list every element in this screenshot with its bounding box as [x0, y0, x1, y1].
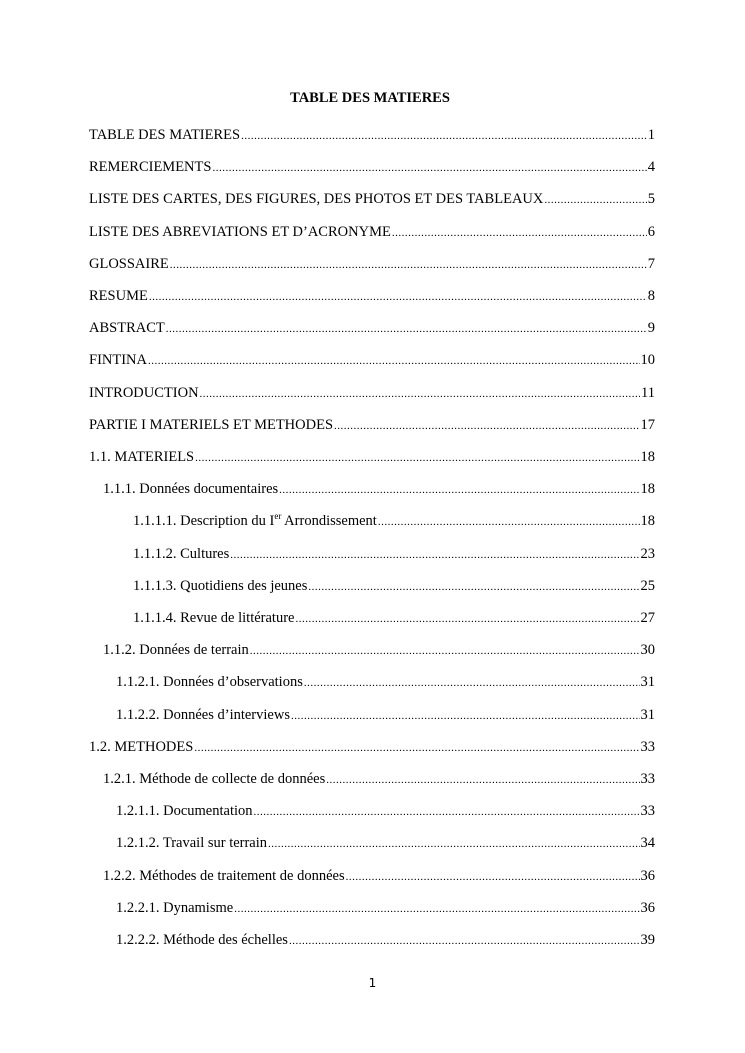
- toc-entry-title-text: LISTE DES ABREVIATIONS ET D’ACRONYME: [89, 223, 391, 240]
- toc-entry[interactable]: [89, 415, 655, 435]
- toc-entry-title-text: RESUME: [89, 288, 148, 304]
- toc-entry-page-number: 7: [647, 255, 655, 272]
- toc-entry-title-text: 1.2.1. Méthode de collecte de données: [103, 771, 326, 787]
- toc-entry[interactable]: [116, 833, 655, 853]
- toc-entry-title: [103, 479, 278, 499]
- toc-entry-page-number: 36: [640, 899, 655, 916]
- footer-page-number: 1: [368, 976, 377, 990]
- toc-entry-page-number: 8: [647, 288, 655, 304]
- toc-entry-title: [103, 640, 249, 660]
- toc-entry[interactable]: [89, 286, 655, 306]
- page-title: TABLE DES MATIERES: [290, 90, 450, 106]
- dot-leader: [346, 867, 640, 887]
- toc-entry-title: [89, 415, 333, 435]
- dot-leader: [200, 384, 640, 404]
- toc-entry[interactable]: [133, 576, 655, 596]
- toc-entry-page-number: 4: [647, 159, 655, 176]
- toc-entry-title: [89, 350, 147, 370]
- toc-entry-title: [116, 898, 233, 918]
- toc-entry-title: [89, 447, 194, 467]
- toc-entry-title: [89, 318, 165, 338]
- toc-entry-title-text: PARTIE I MATERIELS ET METHODES: [89, 416, 334, 433]
- toc-entry-page-number: 18: [640, 513, 655, 530]
- toc-entry[interactable]: [89, 318, 655, 338]
- dot-leader: [392, 223, 647, 243]
- dot-leader: [212, 158, 646, 178]
- toc-entry-title-text: LISTE DES CARTES, DES FIGURES, DES PHOTOS ET DES TABLEAUX: [89, 191, 544, 208]
- toc-entry[interactable]: [89, 350, 655, 370]
- dot-leader: [250, 641, 640, 661]
- toc-entry-title-text: INTRODUCTION: [89, 384, 199, 401]
- toc-entry-page-number: 31: [640, 706, 655, 723]
- toc-entry-page-number: 6: [647, 223, 655, 240]
- dot-leader: [289, 931, 640, 951]
- toc-entry-title: [103, 769, 325, 789]
- toc-entry[interactable]: [103, 640, 655, 660]
- toc-entry[interactable]: [133, 511, 655, 531]
- dot-leader: [166, 319, 647, 339]
- dot-leader: [241, 126, 647, 146]
- toc-entry-superscript: er: [274, 511, 282, 522]
- toc-entry-title: [133, 544, 229, 564]
- toc-entry-page-number: 17: [640, 416, 655, 433]
- dot-leader: [170, 255, 647, 275]
- toc-entry-title: [89, 737, 193, 757]
- toc-entry-title: [89, 125, 240, 145]
- toc-entry-page-number: 9: [647, 320, 655, 337]
- toc-entry-title-text: 1.1.1. Données documentaires: [103, 481, 279, 498]
- toc-entry-title: [89, 383, 199, 403]
- toc-entry[interactable]: [103, 479, 655, 499]
- toc-entry[interactable]: [116, 672, 655, 692]
- toc-entry-title-text: 1.1.1.2. Cultures: [133, 545, 230, 562]
- toc-entry[interactable]: [116, 898, 655, 918]
- toc-entry[interactable]: [89, 383, 655, 403]
- toc-entry-title: [103, 866, 345, 886]
- toc-entry-title-suffix: Arrondissement: [281, 513, 377, 530]
- toc-entry-page-number: 33: [640, 738, 655, 755]
- toc-entry-title-text: 1.2.2. Méthodes de traitement de données: [103, 867, 345, 884]
- dot-leader: [334, 416, 639, 436]
- toc-entry-title-text: 1.2.1.2. Travail sur terrain: [116, 835, 268, 852]
- toc-entry-title-text: 1.1.1.3. Quotidiens des jeunes: [133, 577, 308, 594]
- dot-leader: [304, 673, 640, 693]
- toc-entry-page-number: 23: [640, 545, 655, 562]
- toc-entry-title: [89, 189, 543, 209]
- toc-entry-title: [116, 930, 288, 950]
- dot-leader: [254, 802, 640, 822]
- toc-entry-page-number: 5: [647, 191, 655, 208]
- toc-entry-title: [89, 254, 169, 274]
- toc-entry[interactable]: [89, 254, 655, 274]
- dot-leader: [279, 480, 639, 500]
- toc-entry[interactable]: [89, 125, 655, 145]
- toc-entry-page-number: 33: [640, 771, 655, 787]
- dot-leader: [234, 899, 639, 919]
- toc-entry-title: [89, 157, 211, 177]
- toc-entry[interactable]: [116, 930, 655, 950]
- toc-entry[interactable]: [116, 801, 655, 821]
- dot-leader: [308, 577, 639, 597]
- toc-entry[interactable]: [116, 705, 655, 725]
- toc-entry[interactable]: [103, 769, 655, 789]
- toc-entry-title-text: 1.1.2.2. Données d’interviews: [116, 706, 290, 723]
- dot-leader: [326, 770, 639, 790]
- toc-entry[interactable]: [89, 447, 655, 467]
- toc-entry-page-number: 30: [640, 642, 655, 659]
- toc-entry-title: [116, 833, 267, 853]
- toc-entry-page-number: 34: [640, 835, 655, 852]
- toc-entry-title-text: 1.2.2.2. Méthode des échelles: [116, 932, 288, 948]
- toc-entry[interactable]: [89, 222, 655, 242]
- toc-entry-page-number: 18: [640, 449, 655, 465]
- toc-entry-page-number: 31: [640, 674, 655, 691]
- dot-leader: [378, 512, 640, 532]
- toc-entry[interactable]: [89, 737, 655, 757]
- toc-entry-title-text: 1.1.2.1. Données d’observations: [116, 674, 303, 691]
- toc-entry-page-number: 10: [640, 352, 655, 369]
- dot-leader: [149, 287, 647, 307]
- toc-entry-title: [133, 576, 307, 596]
- toc-entry-page-number: 33: [640, 803, 655, 820]
- toc-entry-page-number: 39: [640, 932, 655, 948]
- dot-leader: [544, 190, 646, 210]
- toc-entry-page-number: 27: [640, 610, 655, 626]
- toc-entry-page-number: 36: [640, 867, 655, 884]
- toc-entry-title: [89, 286, 148, 306]
- toc-entry[interactable]: [133, 544, 655, 564]
- toc-entry[interactable]: [133, 608, 655, 628]
- toc-entry[interactable]: [103, 866, 655, 886]
- toc-entry-title-text: 1.2. METHODES: [89, 738, 194, 755]
- toc-entry-page-number: 25: [640, 577, 655, 594]
- toc-entry-title-text: FINTINA: [89, 352, 147, 369]
- toc-entry-title-text: 1.1. MATERIELS: [89, 449, 195, 465]
- toc-entry[interactable]: [89, 189, 655, 209]
- toc-entry-title: [116, 672, 303, 692]
- dot-leader: [148, 351, 640, 371]
- toc-entry-page-number: 18: [640, 481, 655, 498]
- dot-leader: [230, 545, 639, 565]
- toc-entry-title-text: GLOSSAIRE: [89, 255, 169, 272]
- toc-entry-title-text: ABSTRACT: [89, 320, 165, 337]
- toc-entry-title-text: 1.1.1.1. Description du I: [133, 513, 275, 530]
- toc-entry-page-number: 11: [641, 384, 655, 401]
- toc-entry[interactable]: [89, 157, 655, 177]
- toc-entry-title-text: TABLE DES MATIERES: [89, 127, 241, 143]
- dot-leader: [291, 706, 640, 726]
- dot-leader: [194, 738, 639, 758]
- toc-entry-title: [116, 705, 290, 725]
- toc-entry-title-text: 1.2.1.1. Documentation: [116, 803, 253, 820]
- dot-leader: [195, 448, 639, 468]
- toc-entry-title: [116, 801, 253, 821]
- toc-entry-title: [89, 222, 391, 242]
- toc-entry-title: [133, 511, 377, 531]
- dot-leader: [268, 834, 639, 854]
- toc-entry-page-number: 1: [647, 127, 655, 143]
- dot-leader: [295, 609, 639, 629]
- toc-entry-title-text: 1.2.2.1. Dynamisme: [116, 899, 234, 916]
- toc-entry-title-text: 1.1.1.4. Revue de littérature: [133, 610, 295, 626]
- toc-entry-title-text: REMERCIEMENTS: [89, 159, 212, 176]
- toc-entry-title-text: 1.1.2. Données de terrain: [103, 642, 249, 659]
- toc-entry-title: [133, 608, 294, 628]
